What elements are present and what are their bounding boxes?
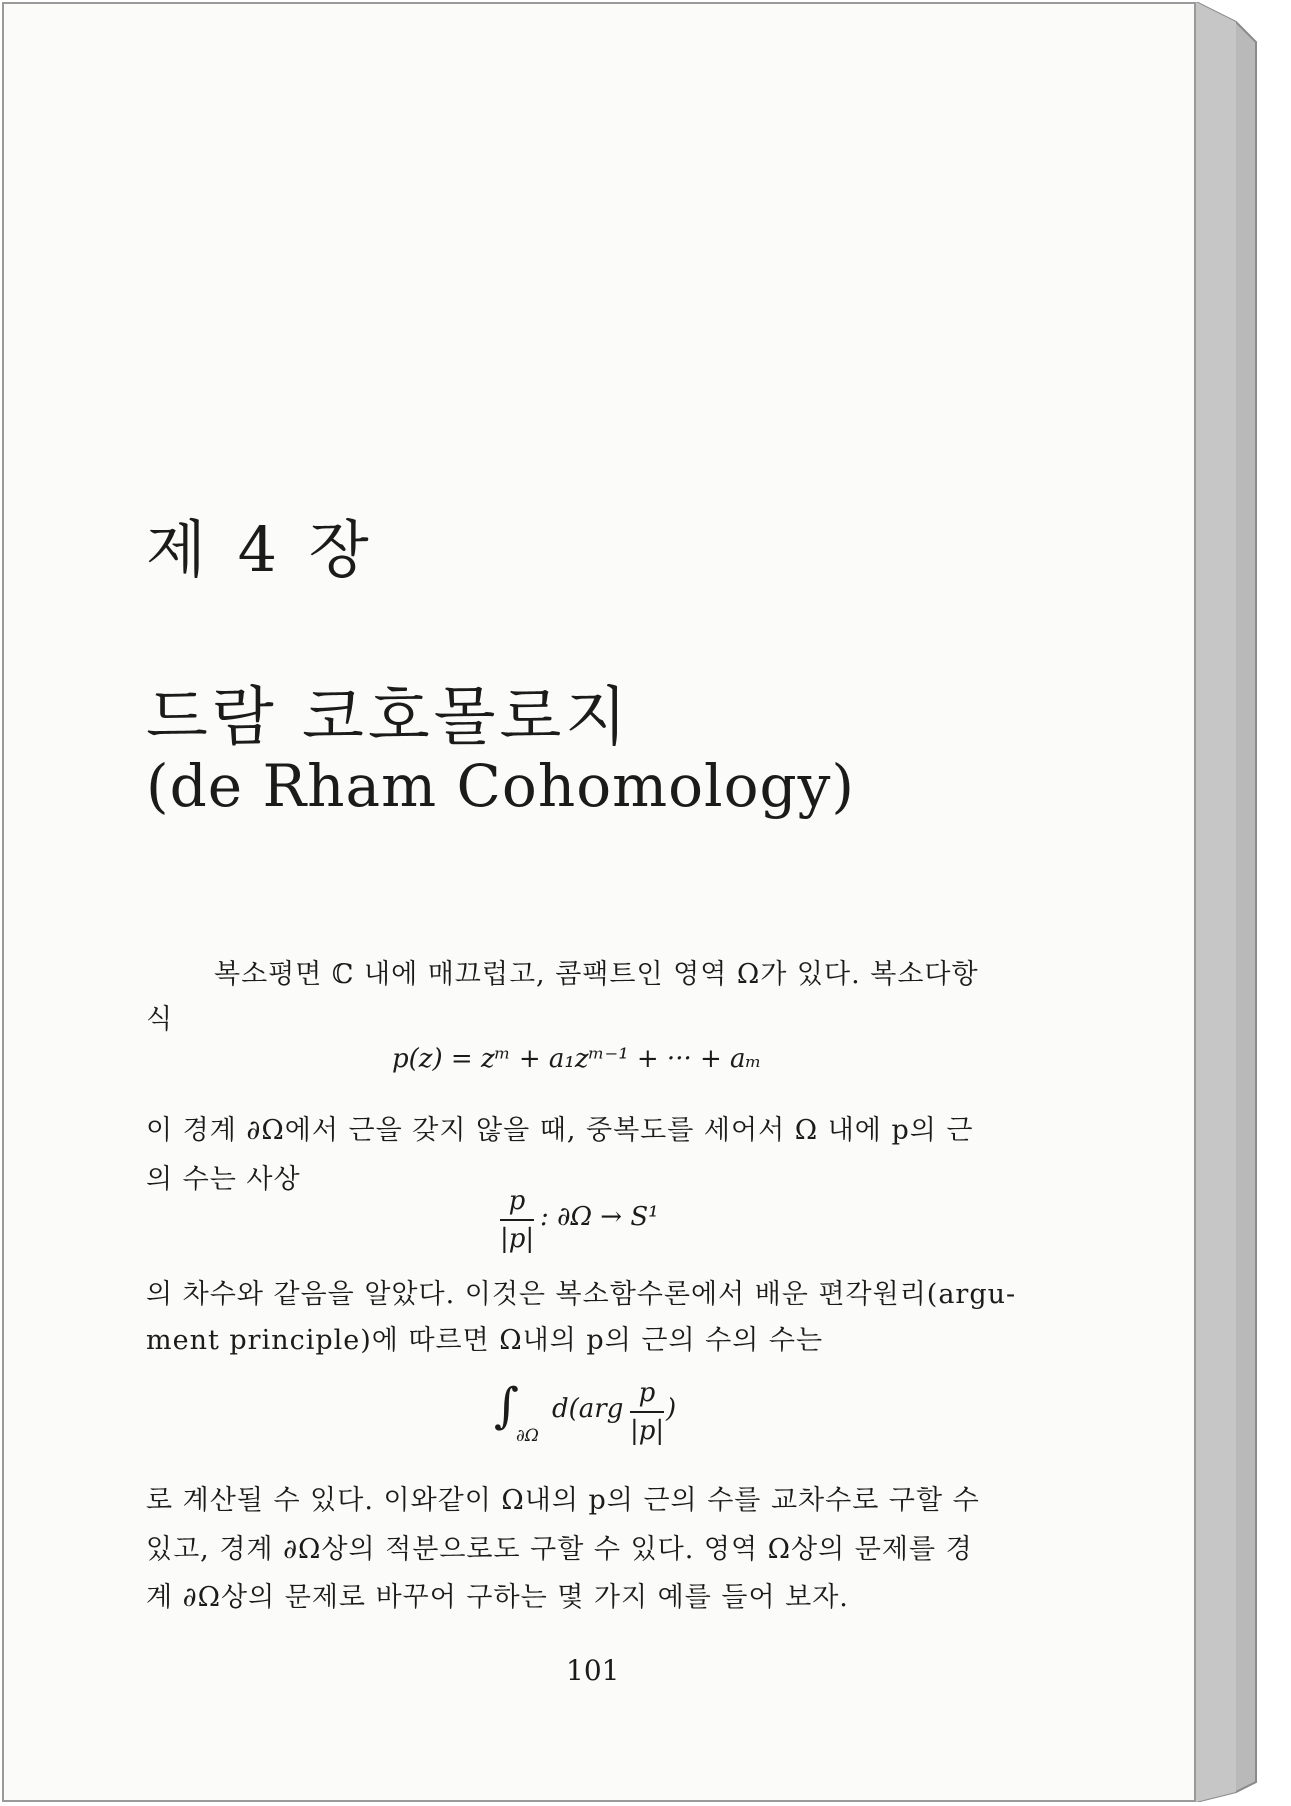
paragraph-line: ment principle)에 따르면 Ω내의 p의 근의 수의 수는 <box>146 1325 824 1356</box>
fraction-bar <box>500 1219 534 1221</box>
fraction-denominator: |p| <box>500 1224 535 1254</box>
paragraph-line: 의 차수와 같음을 알았다. 이것은 복소함수론에서 배운 편각원리(argu- <box>146 1279 1017 1310</box>
paragraph-line: 식 <box>146 1004 174 1035</box>
equation-map-fraction <box>500 1186 534 1254</box>
integral-sign: ∫ <box>494 1378 520 1434</box>
fraction-denominator: |p| <box>630 1416 665 1446</box>
paragraph-line: 로 계산될 수 있다. 이와같이 Ω내의 p의 근의 수를 교차수로 구할 수 <box>146 1485 980 1516</box>
chapter-title-english: (de Rham Cohomology) <box>146 752 856 820</box>
integral-close-paren: ) <box>666 1394 677 1424</box>
page-number: 101 <box>566 1654 620 1687</box>
paragraph-line: 의 수는 사상 <box>146 1164 301 1195</box>
integral-fraction <box>630 1378 664 1446</box>
fraction-bar <box>630 1411 664 1413</box>
paragraph-line: 복소평면 ℂ 내에 매끄럽고, 콤팩트인 영역 Ω가 있다. 복소다항 <box>214 959 979 990</box>
chapter-heading: 제 4 장 <box>146 513 375 586</box>
chapter-title-korean: 드람 코호몰로지 <box>146 681 632 755</box>
integral-subscript: ∂Ω <box>516 1426 539 1446</box>
paragraph-line: 이 경계 ∂Ω에서 근을 갖지 않을 때, 중복도를 세어서 Ω 내에 p의 근 <box>146 1115 974 1146</box>
fraction-numerator: p <box>638 1378 656 1408</box>
integral-body: d(arg <box>552 1394 624 1424</box>
book-spine <box>1196 2 1264 1802</box>
equation-polynomial: p(z) = zᵐ + a₁zᵐ⁻¹ + ··· + aₘ <box>392 1044 762 1074</box>
fraction-numerator: p <box>508 1186 526 1216</box>
paragraph-line: 있고, 경계 ∂Ω상의 적분으로도 구할 수 있다. 영역 Ω상의 문제를 경 <box>146 1534 973 1565</box>
equation-map-rest: : ∂Ω → S¹ <box>540 1202 659 1232</box>
paragraph-line: 계 ∂Ω상의 문제로 바꾸어 구하는 몇 가지 예를 들어 보자. <box>146 1582 849 1613</box>
